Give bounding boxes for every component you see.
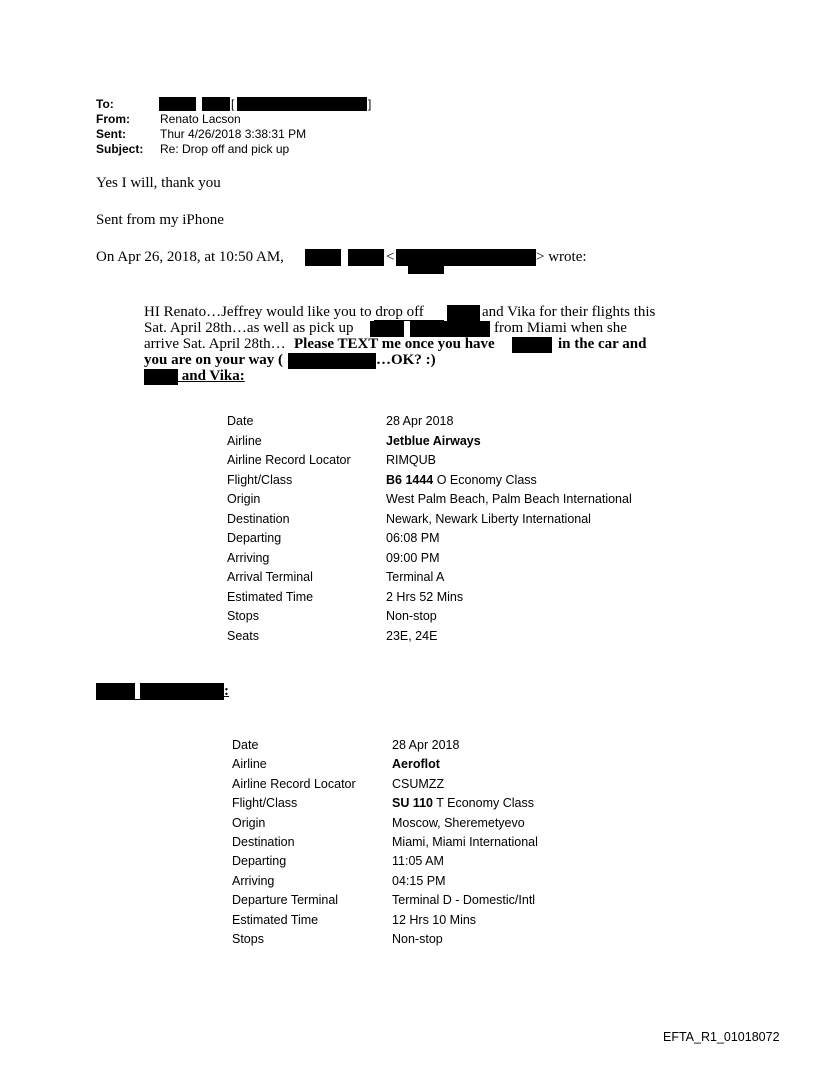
field-label: Date (227, 414, 254, 428)
flight-table-2 (232, 738, 632, 952)
field-value: 28 Apr 2018 (386, 414, 454, 428)
field-label: Seats (227, 628, 259, 643)
field-value: 06:08 PM (386, 531, 440, 545)
message-text: HI Renato…Jeffrey would like you to drop off (144, 304, 424, 320)
message-text: Sat. April 28th…as well as pick up (144, 320, 354, 336)
field-value (392, 796, 534, 810)
message-text: arrive Sat. April 28th… (144, 336, 286, 352)
field-value: Aeroflot (392, 757, 440, 772)
redaction-box (140, 683, 224, 700)
field-value: T Economy Class (433, 796, 534, 811)
flight-table-1 (227, 414, 667, 646)
quoted-message (144, 303, 684, 398)
reply-line-2: Sent from my iPhone (96, 212, 224, 228)
field-label: Flight/Class (232, 796, 298, 811)
field-label: Origin (227, 492, 261, 506)
field-value: Non-stop (386, 609, 437, 623)
field-value: 09:00 PM (386, 550, 440, 565)
field-label: Date (232, 738, 259, 752)
field-value: 28 Apr 2018 (392, 738, 460, 752)
redaction-box (159, 97, 196, 111)
field-label: Arrival Terminal (227, 570, 313, 584)
sent-label: Sent: (96, 127, 126, 141)
subject-value: Re: Drop off and pick up (160, 142, 290, 156)
redaction-box (96, 683, 135, 700)
from-value: Renato Lacson (160, 112, 241, 126)
redaction-box (144, 369, 178, 385)
field-value: Moscow, Sheremetyevo (392, 815, 525, 830)
section-heading-2 (96, 682, 236, 704)
field-label: Arriving (232, 873, 275, 888)
field-value: 12 Hrs 10 Mins (392, 912, 477, 927)
field-value: CSUMZZ (392, 776, 445, 791)
field-label: Airline (232, 757, 267, 772)
field-label: Stops (232, 932, 264, 946)
field-label: Destination (232, 835, 295, 849)
redaction-box (288, 353, 376, 369)
field-value: Terminal A (386, 570, 445, 584)
quote-suffix: > wrote: (536, 249, 587, 265)
field-value: Newark, Newark Liberty International (386, 511, 591, 526)
to-bracket-open: [ (231, 97, 235, 111)
subject-label: Subject: (96, 142, 144, 156)
field-label: Departing (227, 531, 282, 545)
field-value: 11:05 AM (392, 854, 444, 869)
field-label: Estimated Time (227, 589, 314, 604)
field-label: Departure Terminal (232, 893, 339, 908)
field-value: Miami, Miami International (392, 835, 538, 849)
field-value (386, 473, 537, 487)
sent-value: Thur 4/26/2018 3:38:31 PM (160, 127, 307, 141)
redaction-box (408, 264, 444, 274)
quote-lt: < (386, 249, 395, 265)
field-label: Destination (227, 511, 290, 526)
message-text-bold: in the car and (558, 336, 647, 352)
redaction-box (202, 97, 230, 111)
field-value: RIMQUB (386, 453, 436, 467)
from-label: From: (96, 112, 130, 126)
reply-line-1: Yes I will, thank you (96, 175, 221, 191)
field-label: Estimated Time (232, 912, 319, 927)
field-label: Airline Record Locator (232, 776, 356, 791)
field-value: O Economy Class (433, 472, 537, 487)
field-label: Arriving (227, 550, 270, 565)
message-text-bold: you are on your way ( (144, 352, 284, 368)
redaction-box (305, 249, 341, 266)
message-text: and Vika for their flights this (482, 304, 656, 320)
field-label: Origin (232, 815, 266, 830)
field-value: Non-stop (392, 932, 443, 946)
field-value: West Palm Beach, Palm Beach International (386, 492, 632, 506)
field-value: 23E, 24E (386, 628, 438, 643)
message-text: from Miami when she (494, 320, 627, 336)
section-heading-2-colon: : (224, 683, 229, 699)
message-text-bold: …OK? :) (376, 352, 436, 368)
field-label: Airline Record Locator (227, 453, 351, 467)
bates-number: EFTA_R1_01018072 (663, 1030, 780, 1044)
field-value: Terminal D - Domestic/Intl (392, 893, 536, 908)
redaction-box (237, 97, 367, 111)
field-value: 2 Hrs 52 Mins (386, 589, 464, 604)
message-text-bold: Please TEXT me once you have (294, 336, 495, 352)
field-value: B6 1444 (386, 472, 434, 487)
field-value: Jetblue Airways (386, 433, 481, 448)
email-header (96, 97, 496, 161)
to-label: To: (96, 97, 114, 111)
quote-prefix: On Apr 26, 2018, at 10:50 AM, (96, 249, 284, 265)
field-label: Flight/Class (227, 472, 293, 487)
redaction-box (348, 249, 384, 266)
quote-attribution (96, 248, 616, 278)
field-value: SU 110 (392, 796, 434, 811)
redaction-box (447, 305, 480, 321)
field-value: 04:15 PM (392, 873, 446, 888)
field-label: Stops (227, 609, 259, 623)
to-bracket-close: ] (368, 97, 372, 111)
field-label: Airline (227, 433, 262, 448)
field-label: Departing (232, 854, 287, 869)
section-heading-1: and Vika: (178, 368, 245, 384)
redaction-box (512, 337, 552, 353)
